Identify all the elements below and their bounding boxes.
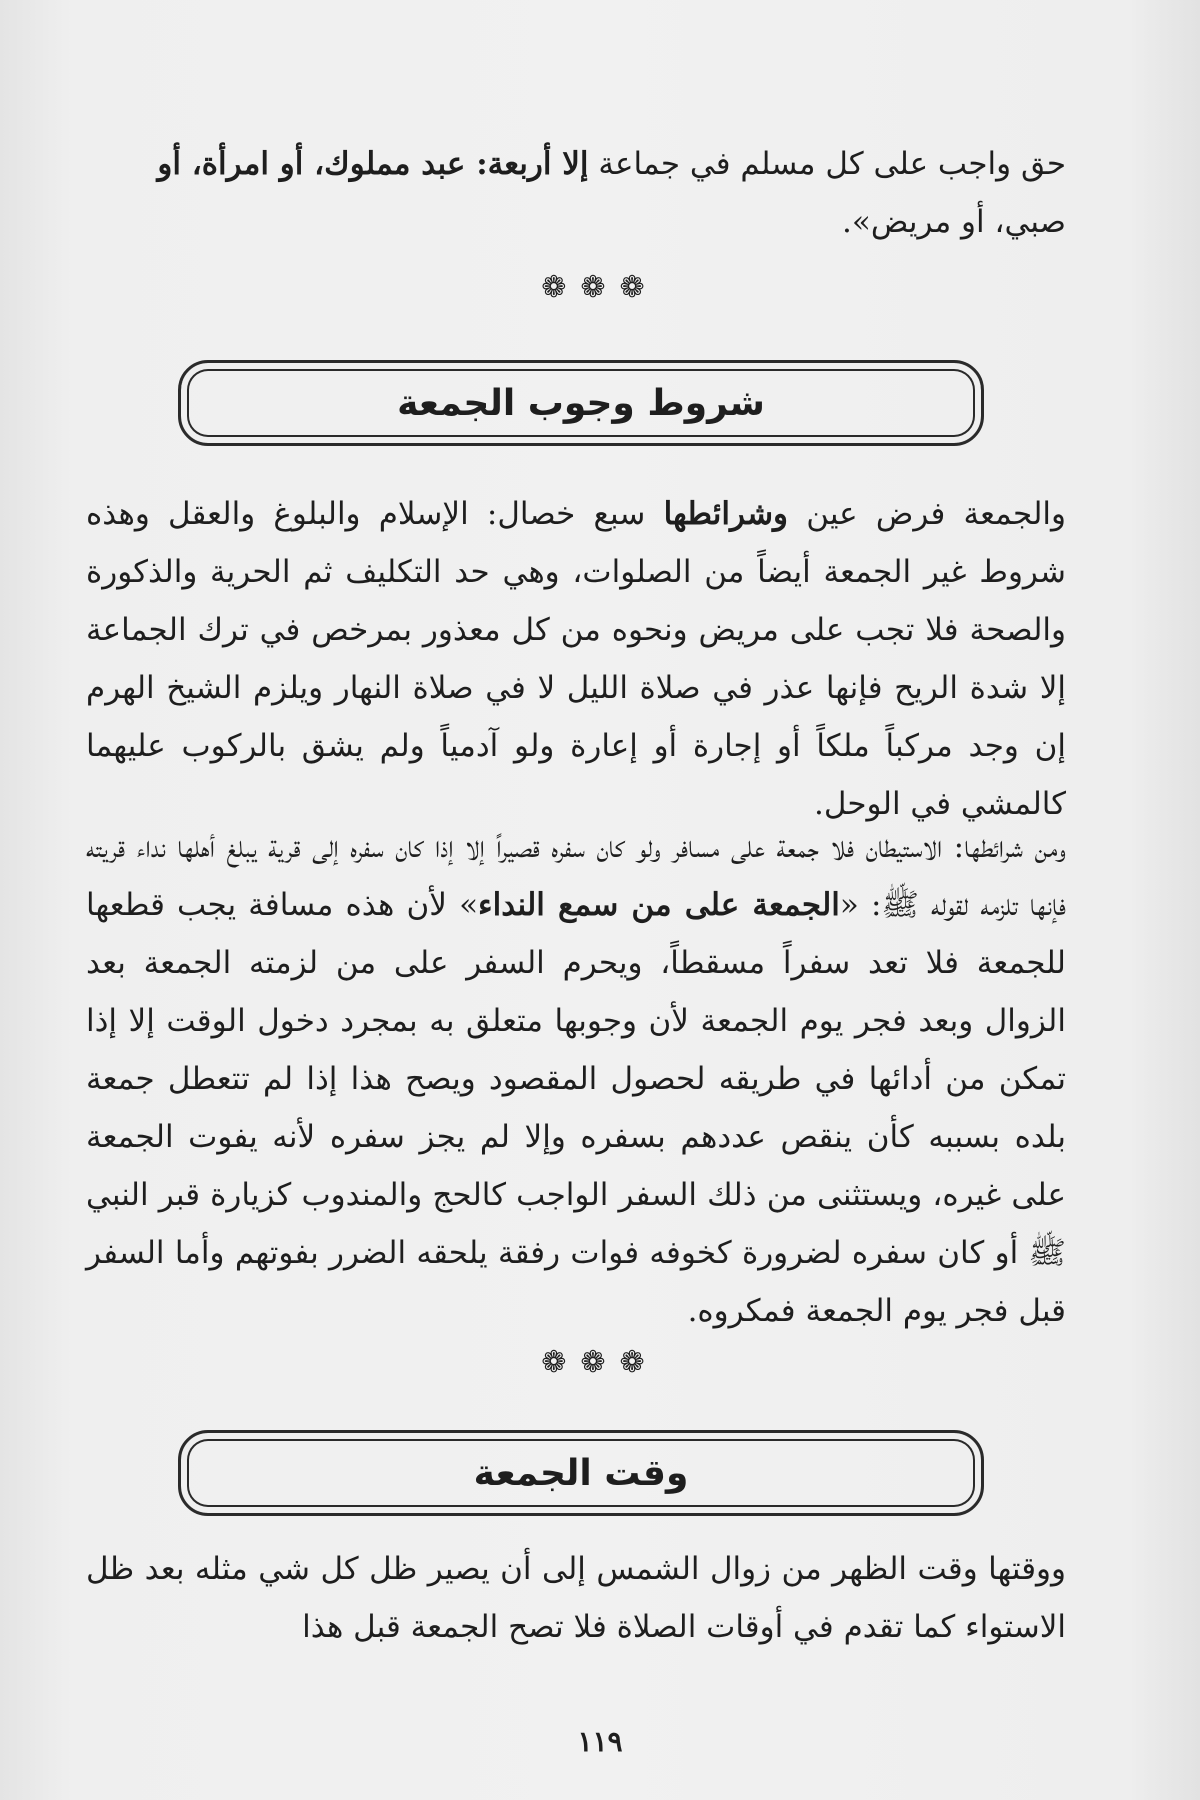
section-heading-conditions: شروط وجوب الجمعة: [397, 382, 765, 424]
continuation-bold-text: إلا أربعة: عبد مملوك، أو امرأة، أو: [157, 146, 589, 182]
p1-text-start: والجمعة فرض عين: [788, 496, 1067, 532]
separator-stars-icon: ❁❁❁: [541, 270, 659, 305]
page-number: ١١٩: [577, 1725, 623, 1758]
section-heading-frame: [178, 1430, 984, 1516]
section-heading-time: وقت الجمعة: [473, 1452, 689, 1494]
continuation-line2: صبي، أو مريض».: [842, 204, 1066, 240]
separator-stars-icon: ❁❁❁: [541, 1345, 659, 1380]
p2-text-rest: » لأن هذه مسافة يجب قطعها للجمعة فلا تعد سفراً مسقطاً، ويحرم السفر على من لزمته الجمعة بعد الزوال وبعد فجر يوم الجمعة لأن وجوبها متعلق به بمجرد دخول الوقت إلا إذا تمكن من أدائها في طريقه لحصول المقصود ويصح هذا إذا لم تتعطل جمعة بلده بسببه كأن ينقص عددهم بسفره وإلا لم يجز سفره لأنه يفوت الجمعة على غيره، ويستثنى من ذلك السفر الواجب كالحج والمندوب كزيارة قبر النبي ﷺ أو كان سفره لضرورة كخوفه فوات رفقة يلحقه الضرر بفوتهم وأما السفر قبل فجر يوم الجمعة فمكروه.: [86, 887, 1066, 1329]
p1-bold-term: وشرائطها: [663, 496, 789, 532]
section1-paragraph-2: [86, 818, 1066, 1340]
section1-paragraph-1: [86, 485, 1066, 833]
p2-hadith-bold: الجمعة على من سمع النداء: [478, 887, 840, 923]
paragraph-continuation: [86, 135, 1066, 251]
section-heading-frame: [178, 360, 984, 446]
p1-text-rest: سبع خصال: الإسلام والبلوغ والعقل وهذه شروط غير الجمعة أيضاً من الصلوات، وهي حد التكليف ثم الحرية والذكورة والصحة فلا تجب على مريض ونحوه من كل معذور بمرخص في ترك الجماعة إلا شدة الريح فإنها عذر في صلاة الليل لا في صلاة النهار ويلزم الشيخ الهرم إن وجد مركباً ملكاً أو إجارة أو إعارة ولو آدمياً ولم يشق بالركوب عليهما كالمشي في الوحل.: [86, 496, 1066, 822]
section2-text: ووقتها وقت الظهر من زوال الشمس إلى أن يصير ظل كل شي مثله بعد ظل الاستواء كما تقدم في أوقات الصلاة فلا تصح الجمعة قبل هذا: [86, 1551, 1066, 1645]
continuation-text: حق واجب على كل مسلم في جماعة: [588, 146, 1066, 182]
p2-text-start: ومن شرائطها: الاستيطان فلا جمعة على مسافر ولو كان سفره قصيراً إلا إذا كان سفره إلى قرية يبلغ أهلها نداء قريته فإنها تلزمه لقوله ﷺ: «: [86, 829, 1066, 923]
section2-paragraph-1: [86, 1540, 1066, 1656]
